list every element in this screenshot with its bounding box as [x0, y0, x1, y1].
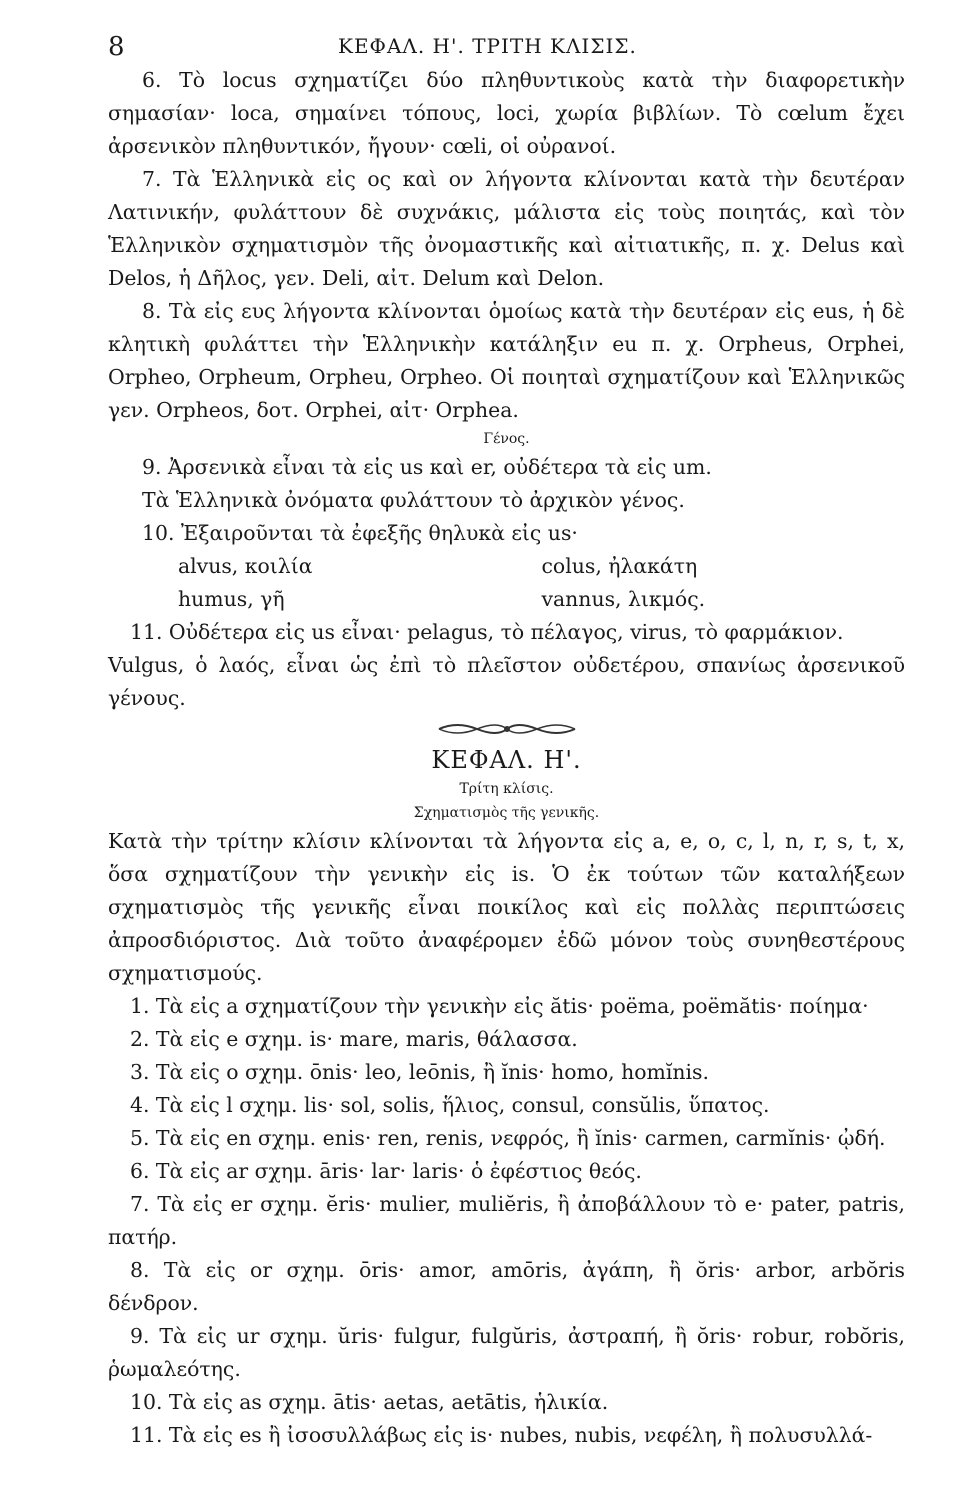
page-number: 8: [108, 32, 125, 62]
rule-4: 4. Τὰ εἰς l σχημ. lis· sol, solis, ἥλιος, consul, consŭlis, ὕπατος.: [130, 1093, 770, 1117]
ornament-divider: [108, 715, 905, 743]
feminine-examples: [108, 550, 905, 616]
rule-3: 3. Τὰ εἰς o σχημ. ōnis· leo, leōnis, ἢ ĭnis· homo, homĭnis.: [130, 1060, 709, 1084]
chapter-title: ΚΕΦΑΛ. Η'.: [431, 746, 582, 774]
paragraph-6: 6. Τὸ locus σχηματίζει δύο πληθυντικοὺς κατὰ τὴν διαφορετικὴν σημασίαν· loca, σημαίνει τόπους, loci, χωρία βιβλίων. Τὸ cœlum ἔχει ἀρσενικὸν πληθυντικόν, ἤγουν· cœli, οἱ οὐρανοί.: [108, 68, 905, 158]
page-body: [108, 64, 905, 1452]
example-vannus: vannus, λικμός.: [541, 587, 706, 611]
paragraph-8: 8. Τὰ εἰς ευς λήγοντα κλίνονται ὁμοίως κατὰ τὴν δευτέραν εἰς eus, ἡ δὲ κλητικὴ φυλάττει τὴν Ἑλληνικὴν κατάληξιν eu π. χ. Orpheus, Orphei, Orpheo, Orpheum, Orpheu, Orpheo. Οἱ ποιηταὶ σχηματίζουν καὶ Ἑλληνικῶς γεν. Orpheos, δοτ. Orphei, αἰτ· Orphea.: [108, 299, 905, 422]
genos-heading: Γένος.: [483, 431, 530, 447]
section-heading: Σχηματισμὸς τῆς γενικῆς.: [413, 805, 600, 821]
paragraph-9b: Τὰ Ἑλληνικὰ ὀνόματα φυλάττουν τὸ ἀρχικὸν γένος.: [142, 488, 685, 512]
rule-9: 9. Τὰ εἰς ur σχημ. ŭris· fulgur, fulgŭris, ἀστραπή, ἢ ŏris· robur, robŏris, ῥωμαλεότης.: [108, 1324, 905, 1381]
running-title: ΚΕΦΑΛ. Η'. ΤΡΙΤΗ ΚΛΙΣΙΣ.: [338, 34, 637, 58]
paragraph-11: 11. Οὐδέτερα εἰς us εἶναι· pelagus, τὸ πέλαγος, virus, τὸ φαρμάκιον.: [130, 620, 844, 644]
chapter-subtitle: Τρίτη κλίσις.: [459, 781, 554, 797]
rule-6: 6. Τὰ εἰς ar σχημ. āris· lar· laris· ὁ ἐφέστιος θεός.: [130, 1159, 642, 1183]
rule-1: 1. Τὰ εἰς a σχηματίζουν τὴν γενικὴν εἰς ătis· poëma, poëmătis· ποίημα·: [130, 994, 869, 1018]
paragraph-9: 9. Ἀρσενικὰ εἶναι τὰ εἰς us καὶ er, οὐδέτερα τὰ εἰς um.: [142, 455, 712, 479]
running-head: [108, 28, 905, 64]
rule-5: 5. Τὰ εἰς en σχημ. enis· ren, renis, νεφρός, ἢ ĭnis· carmen, carmĭnis· ᾠδή.: [130, 1126, 886, 1150]
rule-2: 2. Τὰ εἰς e σχημ. is· mare, maris, θάλασσα.: [130, 1027, 578, 1051]
rule-10: 10. Τὰ εἰς as σχημ. ātis· aetas, aetātis, ἡλικία.: [130, 1390, 609, 1414]
example-colus: colus, ἠλακάτη: [541, 554, 698, 578]
rule-8: 8. Τὰ εἰς or σχημ. ōris· amor, amōris, ἀγάπη, ἢ ŏris· arbor, arbŏris δένδρον.: [108, 1258, 905, 1315]
paragraph-7: 7. Τὰ Ἑλληνικὰ εἰς ος καὶ ον λήγοντα κλίνονται κατὰ τὴν δευτέραν Λατινικήν, φυλάττουν δὲ συχνάκις, μάλιστα εἰς τοὺς ποιητάς, καὶ τὸν Ἑλληνικὸν σχηματισμὸν τῆς ὀνομαστικῆς καὶ αἰτιατικῆς, π. χ. Delus καὶ Delos, ἡ Δῆλος, γεν. Deli, αἰτ. Delum καὶ Delon.: [108, 167, 905, 290]
ornament-icon: [437, 721, 577, 737]
paragraph-vulgus: Vulgus, ὁ λαός, εἶναι ὡς ἐπὶ τὸ πλεῖστον οὐδετέρου, σπανίως ἀρσενικοῦ γένους.: [108, 653, 905, 710]
paragraph-10: 10. Ἐξαιροῦνται τὰ ἐφεξῆς θηλυκὰ εἰς us·: [142, 521, 578, 545]
example-alvus: alvus, κοιλία: [178, 554, 313, 578]
rule-11: 11. Τὰ εἰς es ἢ ἰσοσυλλάβως εἰς is· nubes, nubis, νεφέλη, ἢ πολυσυλλά-: [130, 1423, 873, 1447]
rule-7: 7. Τὰ εἰς er σχημ. ĕris· mulier, muliĕris, ἢ ἀποβάλλουν τὸ e· pater, patris, πατήρ.: [108, 1192, 905, 1249]
intro-paragraph: Κατὰ τὴν τρίτην κλίσιν κλίνονται τὰ λήγοντα εἰς a, e, o, c, l, n, r, s, t, x, ὅσα σχηματίζουν τὴν γενικὴν εἰς is. Ὁ ἐκ τούτων τῶν καταλήξεων σχηματισμὸς τῆς γενικῆς εἶναι ποικίλος καὶ εἰς πολλὰς περιπτώσεις ἀπροσδιόριστος. Διὰ τοῦτο ἀναφέρομεν ἐδῶ μόνον τοὺς συνηθεστέρους σχηματισμούς.: [108, 829, 905, 985]
example-humus: humus, γῆ: [178, 587, 285, 611]
